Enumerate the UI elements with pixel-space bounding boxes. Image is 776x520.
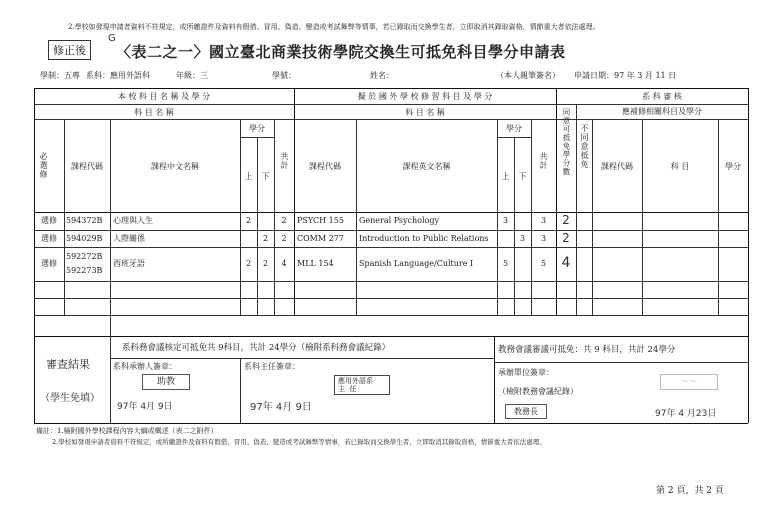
not-agreed-header: 不同意抵免: [580, 124, 589, 169]
abroad-subject-name-header: 科 目 名 稱: [405, 108, 445, 117]
review-code-header: 課程代碼: [601, 162, 633, 171]
school-system: 學制：五專: [40, 71, 80, 80]
row-foreign-code: MLL 154: [297, 259, 334, 268]
row-type: 選修: [41, 234, 57, 243]
signature-note: （本人親筆簽名）: [496, 71, 560, 80]
row-name-cn: 西班牙語: [113, 259, 145, 268]
row-foreign-total: 3: [540, 216, 547, 225]
footer-note-2: 2.學校如發現申請者資料不符規定，或所繳證件及資料有假借、冒用、偽造、變造或考試舞弊等情事，若已錄取而交換學生者，立即取消其錄取資格，情節重大者依法處理。: [52, 438, 546, 446]
row-down: 2: [262, 259, 269, 268]
second-semester-header: 下: [261, 172, 270, 181]
row-foreign-total: 3: [540, 234, 547, 243]
footer-note-1: 備註：1.檢附國外學校課程內容大綱或概述（表二之附件）: [36, 427, 218, 435]
total-header: 共計: [280, 152, 289, 170]
row-foreign-up: 5: [502, 259, 509, 268]
row-foreign-down: 3: [519, 234, 526, 243]
row-agreed-credits: 4: [561, 255, 571, 271]
foreign-total-header: 共計: [539, 152, 548, 170]
row-name-en: General Psychology: [359, 216, 439, 225]
top-note: 2.學校如發現申請者資料不符規定，或所繳證件及資料有假借、冒用、偽造、變造或考試舞弊等情事，若已錄取而交換學生者，立即取消其錄取資格，情節重大者依法處理。: [68, 23, 600, 31]
row-agreed-credits: 2: [562, 213, 570, 227]
home-subject-name-header: 科 目 名 稱: [134, 108, 174, 117]
handler-label: 系科承辦人簽章：: [113, 362, 177, 371]
row-foreign-code: PSYCH 155: [297, 216, 344, 225]
application-date: 申請日期：97 年 3 月 11 日: [574, 71, 677, 80]
row-code: 594372B: [66, 216, 103, 225]
revised-mark: G: [108, 33, 116, 44]
handler-stamp: 助教: [142, 374, 190, 390]
chair-stamp: 應用外語系 主 任: [334, 375, 390, 395]
row-name-cn: 人際關係: [113, 234, 145, 243]
office-date: 97年 4 月23日: [655, 409, 717, 419]
chair-date: 97年 4月 9日: [250, 402, 312, 413]
foreign-first-header: 上: [501, 172, 510, 181]
row-name-en: Spanish Language/Culture I: [359, 259, 474, 268]
required-elective-header: 必選修: [39, 152, 48, 179]
foreign-second-header: 下: [518, 172, 527, 181]
row-total: 2: [281, 216, 287, 225]
home-section-header: 本 校 科 目 名 稱 及 學 分: [117, 92, 211, 101]
review-credit-header: 學分: [725, 162, 741, 171]
row-agreed-credits: 2: [562, 231, 570, 245]
academic-line: 教務會議審議可抵免：共 9 科目，共計 24學分: [498, 345, 676, 355]
review-sub-header: 應補修相關科目及學分: [622, 107, 702, 116]
office-stamp: 教務長: [505, 404, 547, 419]
foreign-course-code-header: 課程代碼: [309, 162, 341, 171]
faded-stamp: ～～: [660, 374, 718, 390]
revised-stamp: 修正後: [48, 40, 91, 60]
row-type: 選修: [41, 259, 57, 268]
foreign-credits-header: 學分: [506, 124, 522, 133]
abroad-section-header: 擬 於 國 外 學 校 修 習 科 目 及 學 分: [357, 92, 493, 101]
meeting-line: 系科務會議核定可抵免共 9科目，共計 24學分（檢附系科務會議紀錄）: [122, 343, 391, 353]
row-foreign-code: COMM 277: [297, 234, 344, 243]
result-label: 審查結果: [46, 358, 90, 371]
row-up: 2: [245, 259, 252, 268]
office-note: （檢附教務會議紀錄）: [498, 387, 578, 396]
office-label: 承辦單位簽章：: [498, 368, 554, 377]
row-code: 594029B: [66, 234, 103, 243]
form-title: 〈表二之一〉國立臺北商業技術學院交換生可抵免科目學分申請表: [116, 43, 566, 61]
row-up: 2: [245, 216, 252, 225]
course-name-en-header: 課程英文名稱: [402, 162, 451, 171]
grade: 年級：三: [176, 71, 208, 80]
first-semester-header: 上: [244, 172, 253, 181]
page-number: 第 2 頁，共 2 頁: [656, 486, 724, 496]
row-code: 592272B: [66, 252, 103, 261]
course-code-header: 課程代碼: [71, 162, 103, 171]
student-id-label: 學號：: [272, 71, 296, 80]
row-total: 4: [281, 259, 287, 268]
course-name-cn-header: 課程中文名稱: [151, 162, 199, 171]
review-section-header: 系 科 審 核: [642, 92, 682, 101]
row-foreign-up: 3: [502, 216, 509, 225]
result-note: （學生免填）: [40, 393, 100, 404]
agreed-credits-header: 同意可抵免學分數: [562, 108, 571, 176]
row-name-cn: 心理與人生: [113, 216, 153, 225]
row-foreign-total: 5: [540, 259, 547, 268]
row-down: 2: [262, 234, 269, 243]
row-name-en: Introduction to Public Relations: [359, 234, 489, 243]
row-total: 2: [281, 234, 287, 243]
department: 系科：應用外語科: [86, 71, 150, 80]
handler-date: 97年 4月 9日: [117, 402, 173, 412]
credits-header: 學分: [249, 124, 265, 133]
name-label: 姓名：: [370, 71, 394, 80]
row-code-2: 592273B: [66, 266, 103, 275]
row-type: 選修: [41, 216, 57, 225]
chair-label: 系科主任簽章：: [244, 362, 300, 371]
review-subject-header: 科 目: [670, 162, 690, 171]
